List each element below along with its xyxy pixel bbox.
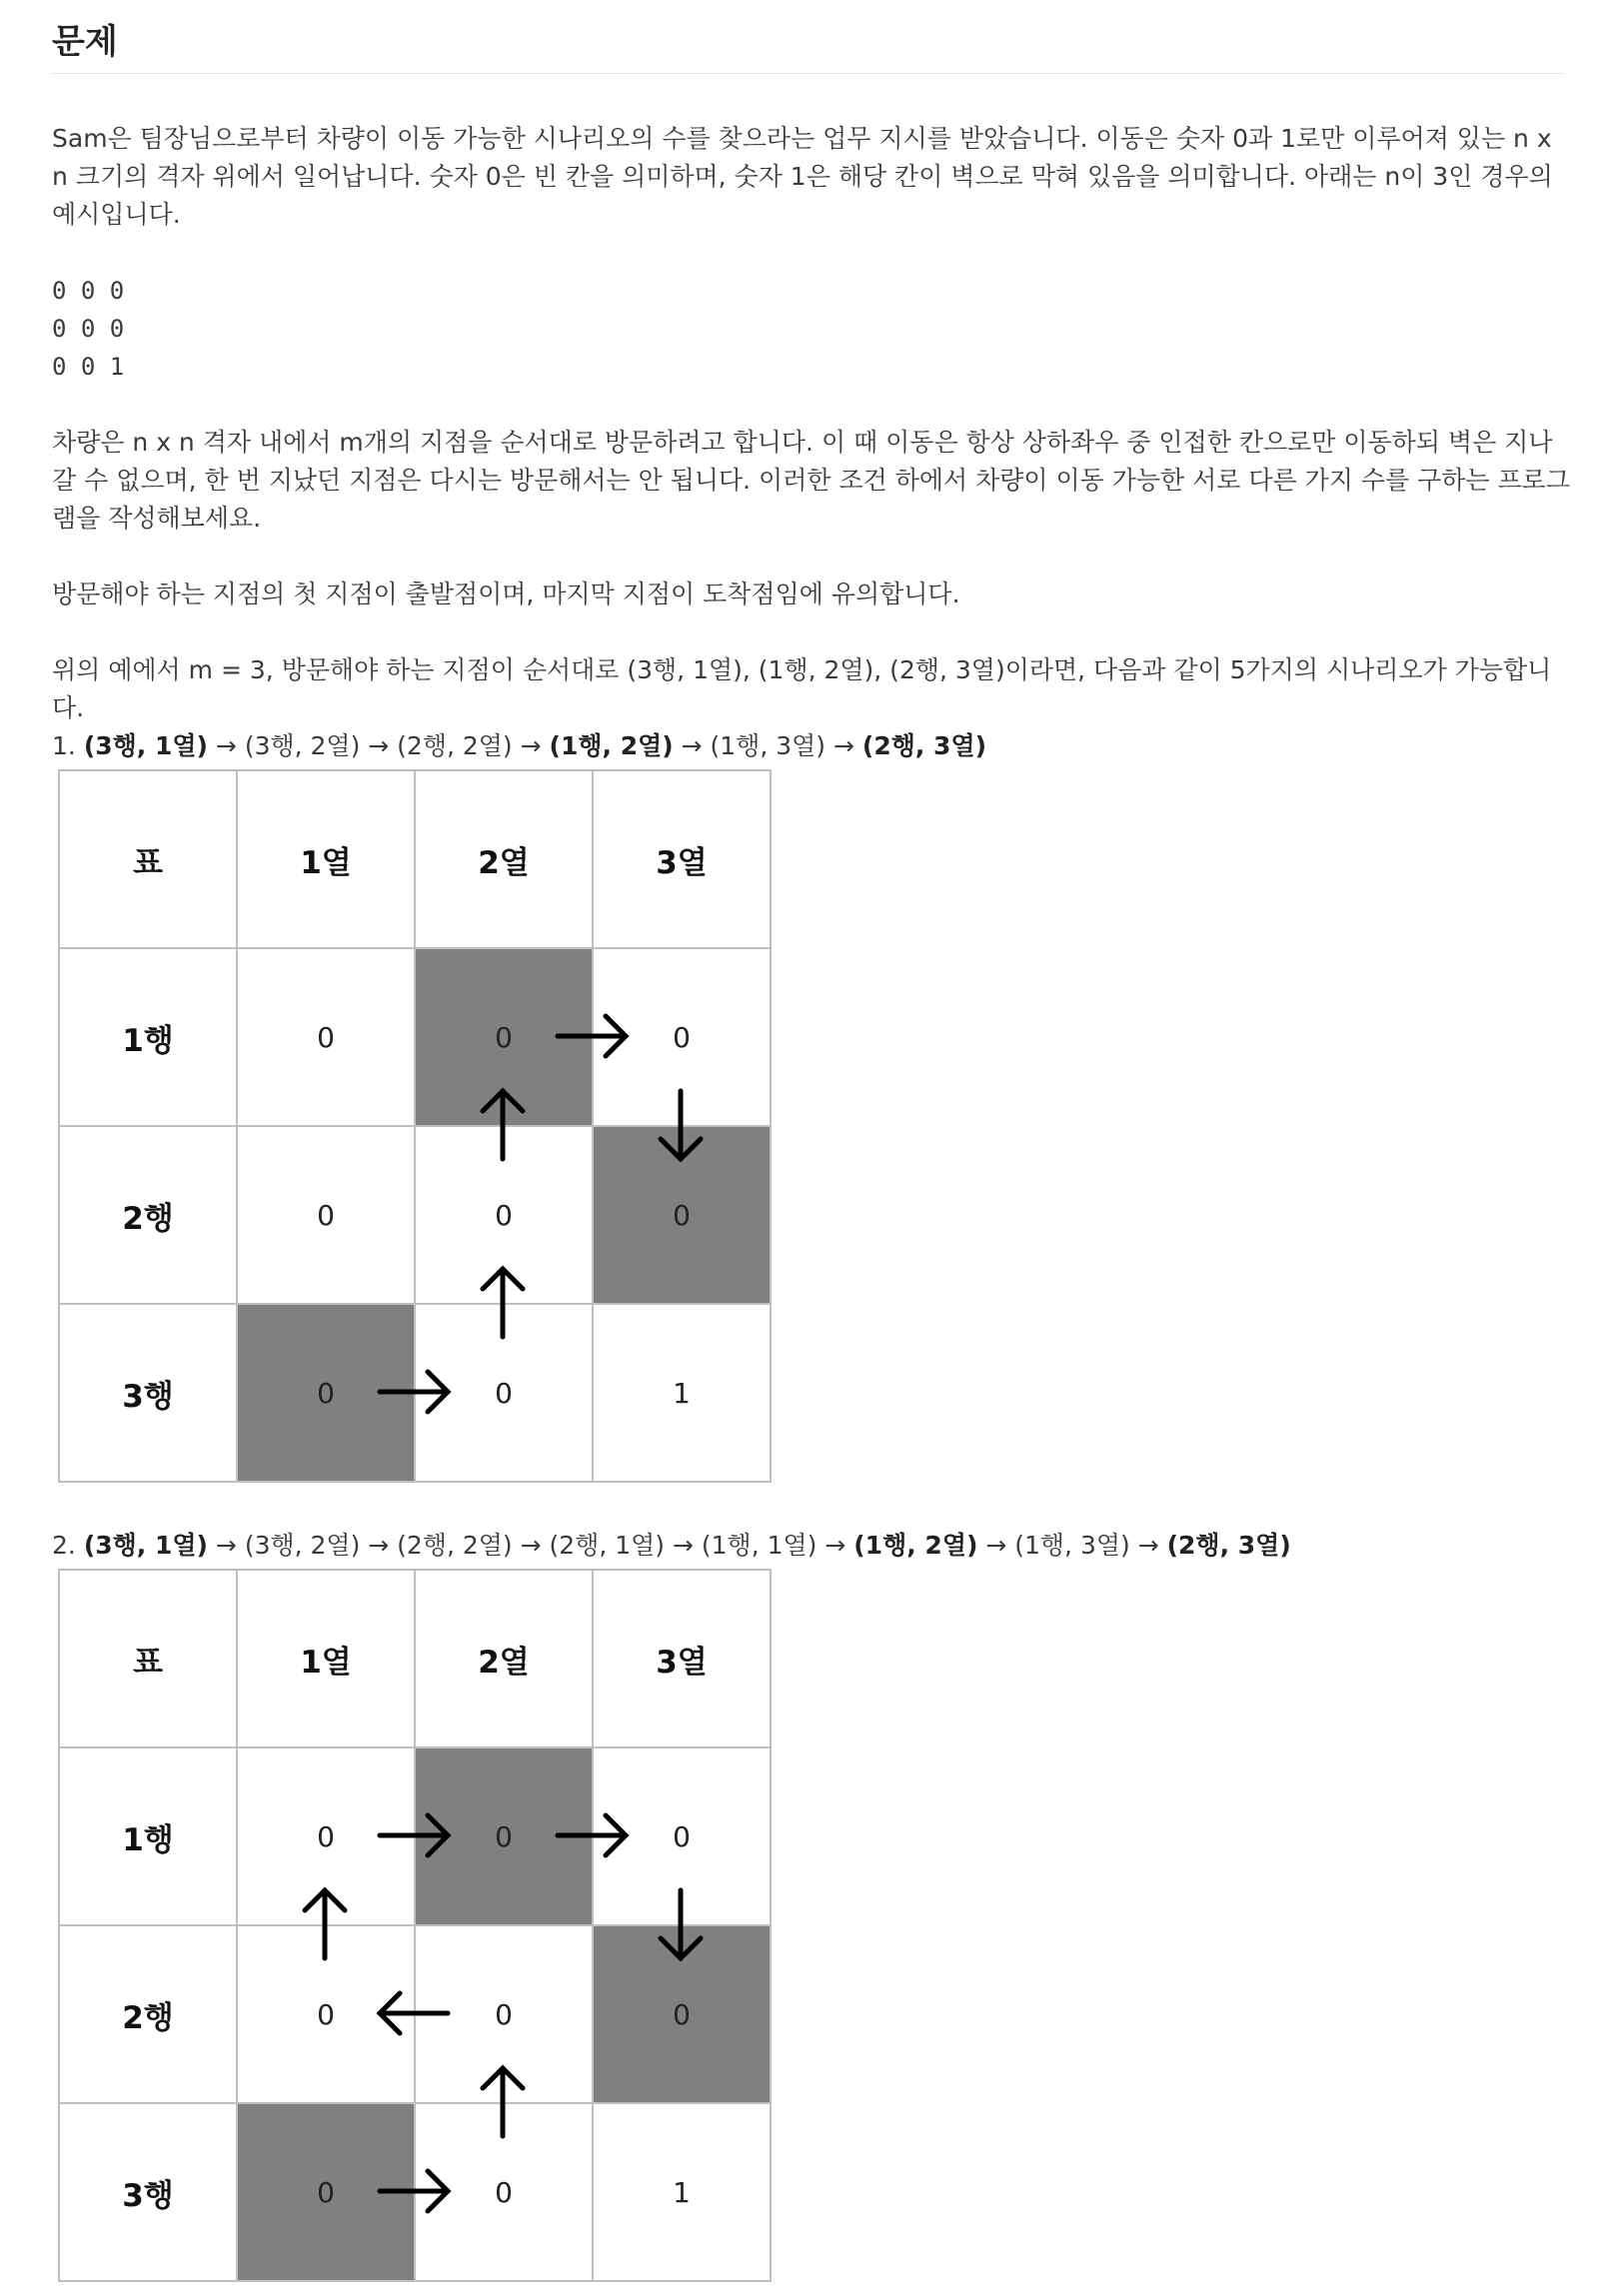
grid-row-text: 0 0 1 (52, 353, 125, 381)
grid-cell: 0 (593, 948, 771, 1126)
grid-cell: 0 (415, 948, 593, 1126)
column-header: 1열 (237, 1570, 415, 1747)
page-title: 문제 (52, 22, 118, 62)
waypoint-step: (2행, 3열) (861, 731, 987, 760)
waypoint-step: (2행, 3열) (1166, 1531, 1291, 1560)
grid-cell: 1 (593, 1304, 771, 1482)
path-arrow-symbol: → (360, 1531, 398, 1560)
path-arrow-symbol: → (673, 731, 711, 760)
grid-cell: 0 (237, 2103, 415, 2281)
scenario-2-grid (58, 1569, 772, 2282)
waypoint-step: (1행, 2열) (549, 731, 674, 760)
path-step: (1행, 1열) (701, 1531, 817, 1560)
row-header: 3행 (59, 1304, 237, 1482)
path-arrow-symbol: → (512, 731, 550, 760)
grid-cell: 0 (593, 1925, 771, 2103)
column-header: 3열 (593, 770, 771, 948)
example-intro (52, 651, 1571, 727)
waypoint-step: (3행, 1열) (83, 1531, 208, 1560)
path-arrow-symbol: → (977, 1531, 1015, 1560)
table-row (59, 1925, 771, 2103)
path-arrow-symbol: → (665, 1531, 702, 1560)
corner-header: 표 (59, 1570, 237, 1747)
grid-cell: 0 (237, 1126, 415, 1304)
table-row (59, 1747, 771, 1925)
paragraph-text: Sam은 팀장님으로부터 차량이 이동 가능한 시나리오의 수를 찾으라는 업무 지시를 받았습니다. 이동은 숫자 0과 1로만 이루어져 있는 n x n 크기의 격자 위에서 일어납니다. 숫자 0은 빈 칸을 의미하며, 숫자 1은 해당 칸이 벽으로 막혀 있음을 의미합니다. 아래는 n이 3인 경우의 예시입니다. (52, 124, 1553, 229)
grid-row-text: 0 0 0 (52, 277, 125, 305)
grid-cell: 0 (415, 1925, 593, 2103)
waypoint-step: (1행, 2열) (853, 1531, 978, 1560)
grid-cell: 0 (593, 1126, 771, 1304)
grid-cell: 0 (237, 1304, 415, 1482)
grid-cell: 0 (415, 1304, 593, 1482)
column-header: 1열 (237, 770, 415, 948)
table-header-row (59, 1570, 771, 1747)
scenario-2-path (52, 1527, 1291, 1565)
path-step: (1행, 3열) (1014, 1531, 1130, 1560)
path-step: (3행, 2열) (244, 1531, 361, 1560)
column-header: 3열 (593, 1570, 771, 1747)
grid-cell: 0 (415, 1747, 593, 1925)
path-step: (2행, 2열) (397, 1531, 513, 1560)
path-arrow-symbol: → (1129, 1531, 1167, 1560)
row-header: 3행 (59, 2103, 237, 2281)
column-header: 2열 (415, 1570, 593, 1747)
path-arrow-symbol: → (816, 1531, 854, 1560)
table-row (59, 2103, 771, 2281)
path-step: (3행, 2열) (244, 731, 361, 760)
movement-rules-paragraph (52, 424, 1571, 538)
grid-row-text: 0 0 0 (52, 315, 125, 343)
column-header: 2열 (415, 770, 593, 948)
scenario-number: 2. (52, 1531, 84, 1560)
table-header-row (59, 770, 771, 948)
waypoint-step: (3행, 1열) (83, 731, 208, 760)
scenario-number: 1. (52, 731, 84, 760)
scenario-1-path (52, 727, 986, 765)
grid-cell: 0 (593, 1747, 771, 1925)
example-grid-text (52, 272, 1571, 386)
intro-paragraph (52, 120, 1571, 234)
grid-cell: 0 (415, 2103, 593, 2281)
table-row (59, 1126, 771, 1304)
grid-cell: 1 (593, 2103, 771, 2281)
grid-cell: 0 (237, 1925, 415, 2103)
corner-header: 표 (59, 770, 237, 948)
table-row (59, 948, 771, 1126)
row-header: 2행 (59, 1126, 237, 1304)
path-arrow-symbol: → (512, 1531, 550, 1560)
path-arrow-symbol: → (207, 731, 245, 760)
row-header: 1행 (59, 948, 237, 1126)
title-divider (52, 73, 1563, 74)
path-step: (1행, 3열) (710, 731, 826, 760)
path-step: (2행, 2열) (397, 731, 513, 760)
row-header: 1행 (59, 1747, 237, 1925)
path-arrow-symbol: → (207, 1531, 245, 1560)
paragraph-text: 차량은 n x n 격자 내에서 m개의 지점을 순서대로 방문하려고 합니다. 이 때 이동은 항상 상하좌우 중 인접한 칸으로만 이동하되 벽은 지나갈 수 없으며, 한 번 지났던 지점은 다시는 방문해서는 안 됩니다. 이러한 조건 하에서 차량이 이동 가능한 서로 다른 가지 수를 구하는 프로그램을 작성해보세요. (52, 428, 1570, 533)
path-step: (2행, 1열) (549, 1531, 666, 1560)
row-header: 2행 (59, 1925, 237, 2103)
path-arrow-symbol: → (360, 731, 398, 760)
table-row (59, 1304, 771, 1482)
grid-cell: 0 (415, 1126, 593, 1304)
grid-cell: 0 (237, 1747, 415, 1925)
grid-cell: 0 (237, 948, 415, 1126)
path-arrow-symbol: → (825, 731, 862, 760)
start-end-note (52, 575, 1571, 613)
paragraph-text: 위의 예에서 m = 3, 방문해야 하는 지점이 순서대로 (3행, 1열), (1행, 2열), (2행, 3열)이라면, 다음과 같이 5가지의 시나리오가 가능합니다. (52, 655, 1552, 722)
scenario-1-grid (58, 769, 772, 1483)
paragraph-text: 방문해야 하는 지점의 첫 지점이 출발점이며, 마지막 지점이 도착점임에 유의합니다. (52, 579, 960, 608)
